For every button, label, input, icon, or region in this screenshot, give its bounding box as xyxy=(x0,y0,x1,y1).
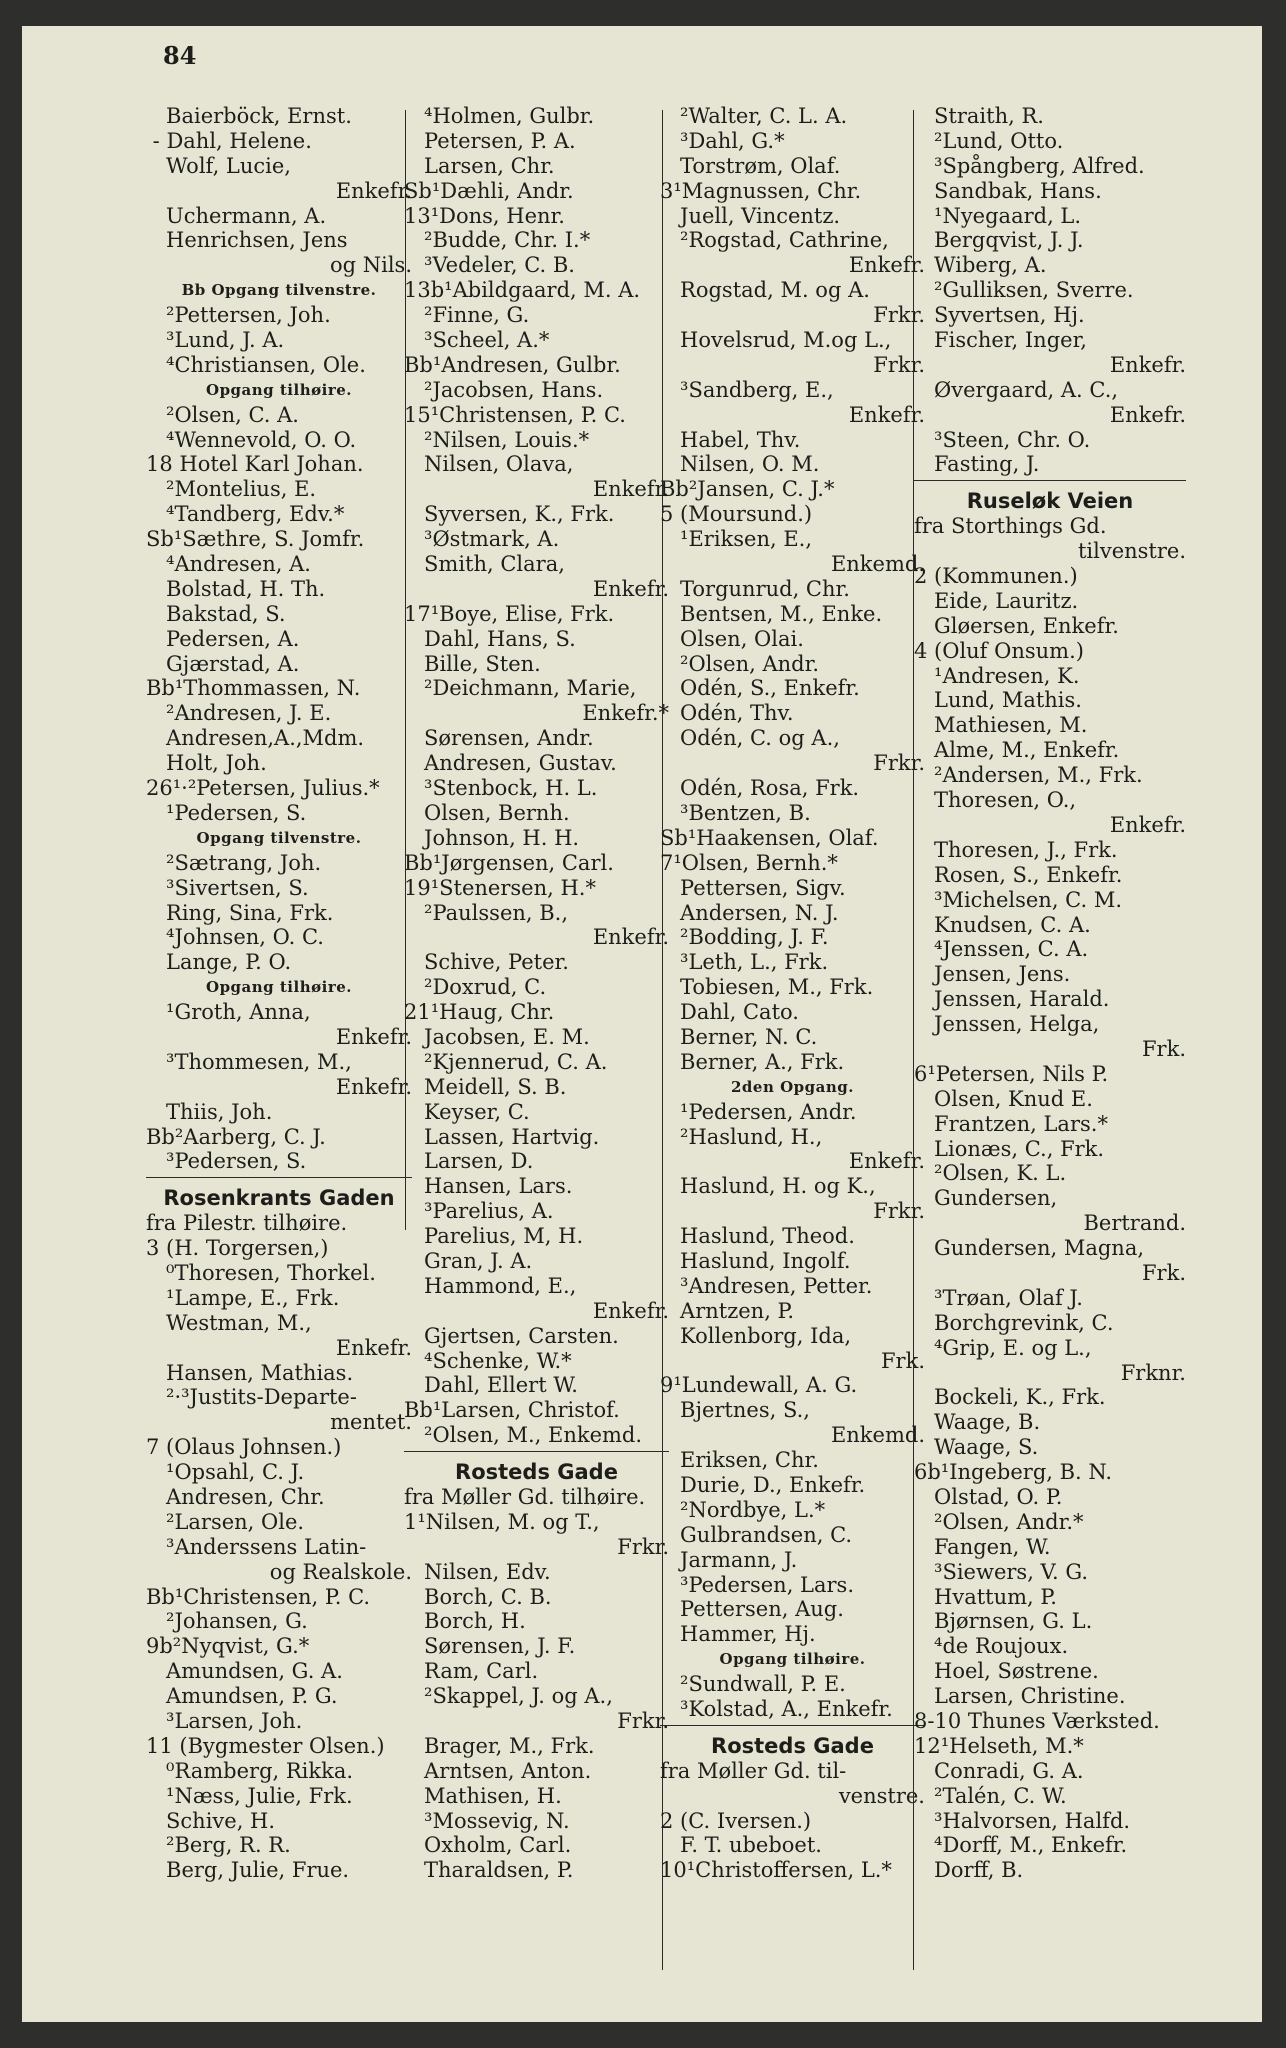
entry-continuation: Enkefr. xyxy=(1109,352,1186,377)
directory-entry: ³Parelius, A. xyxy=(404,1199,554,1224)
section-rule xyxy=(404,1451,669,1452)
entry-continuation: Frkr. xyxy=(873,352,925,377)
directory-entry: Andersen, N. J. xyxy=(660,900,839,925)
directory-entry: Kollenborg, Ida, xyxy=(660,1323,852,1348)
directory-entry: Holt, Joh. xyxy=(146,751,267,776)
directory-entry: ³Anderssens Latin- xyxy=(146,1534,367,1559)
directory-entry: ²Berg, R. R. xyxy=(146,1833,291,1858)
column-4 xyxy=(914,104,1186,1883)
directory-entry: Borch, C. B. xyxy=(404,1584,552,1609)
directory-entry: ²Nilsen, Louis.* xyxy=(404,427,590,452)
directory-entry: ³Bentzen, B. xyxy=(660,800,811,825)
directory-entry: ¹Opsahl, C. J. xyxy=(146,1460,305,1485)
directory-entry: ²Talén, C. W. xyxy=(914,1783,1067,1808)
street-direction: tilvenstre. xyxy=(1077,539,1186,564)
directory-entry: Dorff, B. xyxy=(914,1858,1024,1883)
directory-entry: 15¹Christensen, P. C. xyxy=(404,402,626,427)
directory-entry: Dahl, Ellert W. xyxy=(404,1373,578,1398)
street-heading: Rosteds Gade xyxy=(711,1733,874,1758)
street-direction: venstre. xyxy=(838,1783,925,1808)
directory-entry: Waage, S. xyxy=(914,1435,1039,1460)
directory-entry: ⁴Holmen, Gulbr. xyxy=(404,104,595,128)
directory-entry: ²Bodding, J. F. xyxy=(660,925,829,950)
directory-entry: 3¹Magnussen, Chr. xyxy=(660,178,862,203)
directory-entry: F. T. ubeboet. xyxy=(660,1833,822,1858)
directory-entry: Torgunrud, Chr. xyxy=(660,576,850,601)
directory-entry: Sørensen, Andr. xyxy=(404,726,594,751)
directory-entry: Brager, M., Frk. xyxy=(404,1733,595,1758)
directory-entry: ³Sandberg, E., xyxy=(660,377,834,402)
directory-entry: Odén, S., Enkefr. xyxy=(660,676,860,701)
directory-entry: Gløersen, Enkefr. xyxy=(914,613,1119,638)
directory-entry: ²Olsen, K. L. xyxy=(914,1161,1067,1186)
directory-entry: Syversen, K., Frk. xyxy=(404,502,615,527)
directory-entry: Nilsen, Olava, xyxy=(404,452,574,477)
directory-entry: 13¹Dons, Henr. xyxy=(404,203,565,228)
directory-entry: Bb¹Thommassen, N. xyxy=(146,676,361,701)
directory-entry: Sørensen, J. F. xyxy=(404,1634,576,1659)
directory-entry: Berner, N. C. xyxy=(660,1024,818,1049)
directory-entry: Pedersen, A. xyxy=(146,626,300,651)
directory-entry: ¹Pedersen, Andr. xyxy=(660,1099,857,1124)
directory-entry: ³Vedeler, C. B. xyxy=(404,253,575,278)
entry-continuation: mentet. xyxy=(330,1410,412,1435)
directory-entry: Hoel, Søstrene. xyxy=(914,1659,1099,1684)
directory-entry: Smith, Clara, xyxy=(404,552,565,577)
directory-entry: Gulbrandsen, C. xyxy=(660,1522,853,1547)
entry-continuation: Enkefr. xyxy=(335,1024,412,1049)
directory-entry: 10¹Christoffersen, L.* xyxy=(660,1858,892,1883)
directory-entry: Thiis, Joh. xyxy=(146,1099,273,1124)
directory-entry: ⁴Wennevold, O. O. xyxy=(146,427,357,452)
entry-continuation: Frkr. xyxy=(873,303,925,328)
entry-continuation: Enkefr. xyxy=(848,1149,925,1174)
entry-continuation: Enkefr. xyxy=(592,576,669,601)
entry-continuation: Frkr. xyxy=(873,751,925,776)
directory-entry: 2 (C. Iversen.) xyxy=(660,1808,812,1833)
directory-entry: ²Haslund, H., xyxy=(660,1124,823,1149)
directory-entry: ³Kolstad, A., Enkefr. xyxy=(660,1697,893,1721)
directory-entry: ³Siewers, V. G. xyxy=(914,1559,1089,1584)
directory-entry: Lassen, Hartvig. xyxy=(404,1124,600,1149)
directory-entry: 9¹Lundewall, A. G. xyxy=(660,1373,858,1398)
directory-entry: Lund, Mathis. xyxy=(914,688,1082,713)
directory-entry: 26¹·²Petersen, Julius.* xyxy=(146,776,380,801)
entry-continuation: Frkr. xyxy=(617,1534,669,1559)
directory-entry: fra Storthings Gd. xyxy=(914,514,1107,539)
directory-entry: Ram, Carl. xyxy=(404,1659,539,1684)
directory-entry: 8-10 Thunes Værksted. xyxy=(914,1709,1160,1733)
directory-entry: ²Kjennerud, C. A. xyxy=(404,1049,608,1074)
directory-entry: ¹Nyegaard, L. xyxy=(914,203,1082,228)
directory-entry: ⁴Tandberg, Edv.* xyxy=(146,502,345,527)
directory-entry: ³Stenbock, H. L. xyxy=(404,776,598,801)
directory-entry: Gundersen, xyxy=(914,1186,1058,1211)
directory-entry: Arntsen, Anton. xyxy=(404,1758,592,1783)
directory-entry: Bb¹Christensen, P. C. xyxy=(146,1584,371,1609)
directory-entry: ⁴Schenke, W.* xyxy=(404,1348,572,1373)
stairway-heading: Opgang tilvenstre. xyxy=(196,828,362,847)
page-number: 84 xyxy=(163,41,197,70)
directory-entry: ⁰Thoresen, Thorkel. xyxy=(146,1260,376,1285)
directory-entry: fra Møller Gd. til- xyxy=(660,1758,847,1783)
directory-entry: Mathiesen, M. xyxy=(914,713,1088,738)
directory-entry: Jenssen, Helga, xyxy=(914,1012,1100,1037)
directory-entry: Arntzen, P. xyxy=(660,1298,795,1323)
stairway-heading: Opgang tilhøire. xyxy=(719,1650,866,1669)
directory-entry: Westman, M., xyxy=(146,1310,312,1335)
directory-entry: ³Spångberg, Alfred. xyxy=(914,153,1145,178)
directory-entry: Johnson, H. H. xyxy=(404,825,580,850)
entry-continuation: Enkefr. xyxy=(1109,812,1186,837)
directory-entry: Sandbak, Hans. xyxy=(914,178,1102,203)
directory-entry: Oxholm, Carl. xyxy=(404,1833,572,1858)
directory-entry: 21¹Haug, Chr. xyxy=(404,1000,555,1025)
directory-entry: 13b¹Abildgaard, M. A. xyxy=(404,278,641,303)
directory-entry: Jarmann, J. xyxy=(660,1547,798,1572)
directory-entry: Sb¹Haakensen, Olaf. xyxy=(660,825,879,850)
entry-continuation: Frk. xyxy=(1141,1260,1186,1285)
directory-entry: 12¹Helseth, M.* xyxy=(914,1733,1084,1758)
directory-entry: Petersen, P. A. xyxy=(404,128,576,153)
directory-entry: Bentsen, M., Enke. xyxy=(660,601,883,626)
entry-continuation: Enkefr. xyxy=(848,253,925,278)
directory-entry: Hovelsrud, M.og L., xyxy=(660,328,892,353)
directory-entry: Eriksen, Chr. xyxy=(660,1448,819,1473)
directory-entry: Durie, D., Enkefr. xyxy=(660,1472,866,1497)
directory-entry: Sb¹Dæhli, Andr. xyxy=(404,178,574,203)
directory-entry: Habel, Thv. xyxy=(660,427,801,452)
entry-continuation: Enkefr.* xyxy=(582,701,669,726)
entry-continuation: Frk. xyxy=(880,1348,925,1373)
directory-entry: fra Møller Gd. tilhøire. xyxy=(404,1484,646,1509)
directory-entry: Meidell, S. B. xyxy=(404,1074,567,1099)
directory-entry: Lange, P. O. xyxy=(146,950,292,975)
section-rule xyxy=(914,480,1186,481)
directory-entry: 6¹Petersen, Nils P. xyxy=(914,1061,1109,1086)
directory-entry: 6b¹Ingeberg, B. N. xyxy=(914,1460,1113,1485)
section-rule xyxy=(146,1177,412,1178)
entry-continuation: og Nils. xyxy=(329,253,412,278)
directory-entry: ²Andersen, M., Frk. xyxy=(914,763,1143,788)
entry-continuation: Frk. xyxy=(1141,1036,1186,1061)
directory-entry: ²Nordbye, L.* xyxy=(660,1497,826,1522)
directory-entry: Rogstad, M. og A. xyxy=(660,278,870,303)
stairway-heading: Opgang tilhøire. xyxy=(206,380,352,399)
directory-entry: ³Pedersen, Lars. xyxy=(660,1572,855,1597)
directory-entry: Hvattum, P. xyxy=(914,1584,1057,1609)
entry-continuation: Enkefr. xyxy=(335,178,412,203)
directory-entry: Waage, B. xyxy=(914,1410,1041,1435)
directory-entry: ²Doxrud, C. xyxy=(404,975,547,1000)
entry-continuation: Enkefr. xyxy=(592,925,669,950)
directory-entry: Syvertsen, Hj. xyxy=(914,303,1085,328)
directory-entry: Wolf, Lucie, xyxy=(146,153,291,178)
entry-continuation: Frkr. xyxy=(617,1709,669,1733)
directory-entry: Andresen, Gustav. xyxy=(404,751,617,776)
entry-continuation: Frknr. xyxy=(1120,1360,1186,1385)
section-rule xyxy=(660,1725,925,1726)
directory-entry: 7¹Olsen, Bernh.* xyxy=(660,850,838,875)
directory-entry: ⁰Ramberg, Rikka. xyxy=(146,1758,354,1783)
directory-entry: ²Budde, Chr. I.* xyxy=(404,228,591,253)
directory-entry: Bolstad, H. Th. xyxy=(146,576,326,601)
directory-entry: Fischer, Inger, xyxy=(914,328,1087,353)
directory-entry: Bb¹Andresen, Gulbr. xyxy=(404,352,621,377)
directory-entry: Fasting, J. xyxy=(914,452,1040,477)
directory-entry: ²Jacobsen, Hans. xyxy=(404,377,604,402)
directory-entry: Odén, Rosa, Frk. xyxy=(660,776,860,801)
directory-entry: 18 Hotel Karl Johan. xyxy=(146,452,364,477)
directory-entry: Berg, Julie, Frue. xyxy=(146,1858,350,1883)
directory-entry: ³Andresen, Petter. xyxy=(660,1273,873,1298)
directory-entry: ⁴Andresen, A. xyxy=(146,552,311,577)
directory-entry: Gundersen, Magna, xyxy=(914,1236,1145,1261)
directory-entry: Bille, Sten. xyxy=(404,651,541,676)
directory-entry: Schive, Peter. xyxy=(404,950,569,975)
directory-entry: Larsen, Christine. xyxy=(914,1684,1126,1709)
directory-entry: ²Gulliksen, Sverre. xyxy=(914,278,1134,303)
directory-entry: Gjærstad, A. xyxy=(146,651,300,676)
directory-entry: Olstad, O. P. xyxy=(914,1484,1063,1509)
directory-entry: ¹Pedersen, S. xyxy=(146,800,307,825)
directory-entry: Larsen, Chr. xyxy=(404,153,555,178)
directory-entry: Jenssen, Harald. xyxy=(914,987,1110,1012)
directory-entry: ³Sivertsen, S. xyxy=(146,875,309,900)
stairway-heading: Opgang tilhøire. xyxy=(206,978,352,997)
directory-entry: ²Deichmann, Marie, xyxy=(404,676,637,701)
directory-page xyxy=(22,26,1262,2022)
directory-entry: Olsen, Knud E. xyxy=(914,1086,1093,1111)
directory-entry: Berner, A., Frk. xyxy=(660,1049,845,1074)
directory-entry: ²Olsen, M., Enkemd. xyxy=(404,1423,643,1448)
directory-entry: Bjertnes, S., xyxy=(660,1398,810,1423)
directory-entry: Rosen, S., Enkefr. xyxy=(914,862,1123,887)
directory-entry: Knudsen, C. A. xyxy=(914,912,1091,937)
entry-continuation: og Realskole. xyxy=(269,1559,412,1584)
directory-entry: Bb¹Larsen, Christof. xyxy=(404,1398,620,1423)
directory-entry: ²Olsen, C. A. xyxy=(146,402,299,427)
directory-entry: ²Andresen, J. E. xyxy=(146,701,332,726)
entry-continuation: Enkefr. xyxy=(592,1298,669,1323)
directory-entry: Bb²Aarberg, C. J. xyxy=(146,1124,326,1149)
directory-entry: Bb²Jansen, C. J.* xyxy=(660,477,835,502)
directory-entry: ⁴Grip, E. og L., xyxy=(914,1335,1092,1360)
directory-entry: ²Lund, Otto. xyxy=(914,128,1064,153)
directory-entry: ²Skappel, J. og A., xyxy=(404,1684,613,1709)
street-heading: Rosenkrants Gaden xyxy=(163,1186,395,1211)
directory-entry: Andresen,A.,Mdm. xyxy=(146,726,365,751)
directory-entry: Alme, M., Enkefr. xyxy=(914,738,1120,763)
directory-entry: Parelius, M, H. xyxy=(404,1224,584,1249)
directory-entry: ²Larsen, Ole. xyxy=(146,1509,305,1534)
directory-entry: Hammer, Hj. xyxy=(660,1622,816,1647)
directory-entry: Amundsen, P. G. xyxy=(146,1684,338,1709)
entry-continuation: Enkefr. xyxy=(335,1335,412,1360)
directory-entry: ³Thommesen, M., xyxy=(146,1049,352,1074)
directory-entry: Gjertsen, Carsten. xyxy=(404,1323,619,1348)
directory-entry: Olsen, Bernh. xyxy=(404,800,570,825)
directory-entry: Lionæs, C., Frk. xyxy=(914,1136,1105,1161)
directory-entry: Thoresen, J., Frk. xyxy=(914,837,1118,862)
directory-entry: Nilsen, Edv. xyxy=(404,1559,551,1584)
directory-entry: 2 (Kommunen.) xyxy=(914,564,1078,589)
directory-entry: Dahl, Cato. xyxy=(660,1000,799,1025)
directory-entry: Schive, H. xyxy=(146,1808,276,1833)
stairway-heading: Bb Opgang tilvenstre. xyxy=(181,281,377,300)
directory-entry: Øvergaard, A. C., xyxy=(914,377,1119,402)
directory-entry: Pettersen, Sigv. xyxy=(660,875,846,900)
directory-entry: 4 (Oluf Onsum.) xyxy=(914,638,1084,663)
column-2 xyxy=(404,104,669,1883)
directory-entry: Bjørnsen, G. L. xyxy=(914,1609,1093,1634)
directory-entry: ⁴Christiansen, Ole. xyxy=(146,352,366,377)
directory-entry: Mathisen, H. xyxy=(404,1783,562,1808)
street-heading: Ruseløk Veien xyxy=(966,489,1134,514)
directory-entry: ³Scheel, A.* xyxy=(404,328,550,353)
entry-continuation: Enkefr. xyxy=(848,402,925,427)
directory-entry: - Dahl, Helene. xyxy=(146,128,312,153)
directory-entry: Uchermann, A. xyxy=(146,203,327,228)
entry-continuation: Enkemd. xyxy=(830,1423,925,1448)
directory-entry: ²Pettersen, Joh. xyxy=(146,303,331,328)
directory-entry: ²Sætrang, Joh. xyxy=(146,850,322,875)
directory-entry: Jacobsen, E. M. xyxy=(404,1024,590,1049)
street-heading: Rosteds Gade xyxy=(455,1460,618,1485)
directory-entry: ²Sundwall, P. E. xyxy=(660,1672,846,1697)
directory-entry: Hansen, Lars. xyxy=(404,1174,573,1199)
directory-entry: ²Olsen, Andr.* xyxy=(914,1509,1084,1534)
directory-entry: Haslund, Ingolf. xyxy=(660,1248,851,1273)
directory-entry: Juell, Vincentz. xyxy=(660,203,841,228)
entry-continuation: Enkefr. xyxy=(592,477,669,502)
directory-entry: ³Pedersen, S. xyxy=(146,1149,307,1174)
directory-entry: ²Olsen, Andr. xyxy=(660,651,819,676)
directory-entry: Thoresen, O., xyxy=(914,788,1077,813)
directory-entry: 5 (Moursund.) xyxy=(660,502,813,527)
directory-entry: Bockeli, K., Frk. xyxy=(914,1385,1106,1410)
directory-entry: ²·³Justits-Departe- xyxy=(146,1385,357,1410)
directory-entry: ²Rogstad, Cathrine, xyxy=(660,228,889,253)
directory-entry: Borchgrevink, C. xyxy=(914,1310,1114,1335)
directory-entry: ³Trøan, Olaf J. xyxy=(914,1285,1083,1310)
directory-entry: ³Lund, J. A. xyxy=(146,328,285,353)
directory-entry: Andresen, Chr. xyxy=(146,1484,325,1509)
directory-entry: Haslund, Theod. xyxy=(660,1224,855,1249)
directory-entry: Bakstad, S. xyxy=(146,601,286,626)
directory-entry: ¹Eriksen, E., xyxy=(660,527,813,552)
directory-entry: 9b²Nyqvist, G.* xyxy=(146,1634,310,1659)
directory-entry: ³Steen, Chr. O. xyxy=(914,427,1091,452)
directory-entry: ¹Næss, Julie, Frk. xyxy=(146,1783,353,1808)
directory-entry: ⁴Jenssen, C. A. xyxy=(914,937,1089,962)
directory-entry: Tharaldsen, P. xyxy=(404,1858,574,1883)
directory-entry: Henrichsen, Jens xyxy=(146,228,348,253)
directory-entry: Haslund, H. og K., xyxy=(660,1174,876,1199)
directory-entry: Dahl, Hans, S. xyxy=(404,626,576,651)
directory-entry: Sb¹Sæthre, S. Jomfr. xyxy=(146,527,365,552)
directory-entry: Borch, H. xyxy=(404,1609,526,1634)
directory-entry: ²Finne, G. xyxy=(404,303,530,328)
directory-entry: ³Leth, L., Frk. xyxy=(660,950,829,975)
entry-continuation: Frkr. xyxy=(873,1199,925,1224)
directory-entry: ²Paulssen, B., xyxy=(404,900,569,925)
directory-entry: 3 (H. Torgersen,) xyxy=(146,1236,329,1261)
directory-entry: ³Dahl, G.* xyxy=(660,128,785,153)
directory-entry: ⁴Dorff, M., Enkefr. xyxy=(914,1833,1128,1858)
directory-entry: Amundsen, G. A. xyxy=(146,1659,343,1684)
directory-entry: Torstrøm, Olaf. xyxy=(660,153,841,178)
directory-entry: 17¹Boye, Elise, Frk. xyxy=(404,601,615,626)
directory-entry: Jensen, Jens. xyxy=(914,962,1071,987)
directory-entry: 19¹Stenersen, H.* xyxy=(404,875,596,900)
directory-entry: Eide, Lauritz. xyxy=(914,588,1079,613)
directory-entry: Gran, J. A. xyxy=(404,1248,533,1273)
directory-entry: Nilsen, O. M. xyxy=(660,452,820,477)
directory-entry: ¹Groth, Anna, xyxy=(146,1000,311,1025)
entry-continuation: Bertrand. xyxy=(1083,1211,1186,1236)
directory-entry: Bb¹Jørgensen, Carl. xyxy=(404,850,614,875)
directory-entry: ³Mossevig, N. xyxy=(404,1808,570,1833)
directory-entry: ³Østmark, A. xyxy=(404,527,560,552)
directory-entry: Ring, Sina, Frk. xyxy=(146,900,334,925)
directory-entry: ⁴Johnsen, O. C. xyxy=(146,925,324,950)
directory-entry: Larsen, D. xyxy=(404,1149,534,1174)
directory-entry: Straith, R. xyxy=(914,104,1044,128)
entry-continuation: Enkemd. xyxy=(830,552,925,577)
directory-entry: Frantzen, Lars.* xyxy=(914,1111,1108,1136)
entry-continuation: Enkefr. xyxy=(335,1074,412,1099)
directory-entry: ³Michelsen, C. M. xyxy=(914,887,1123,912)
directory-entry: 1¹Nilsen, M. og T., xyxy=(404,1509,600,1534)
directory-entry: ⁴de Roujoux. xyxy=(914,1634,1069,1659)
directory-entry: Keyser, C. xyxy=(404,1099,530,1124)
directory-entry: Wiberg, A. xyxy=(914,253,1047,278)
directory-entry: Hansen, Mathias. xyxy=(146,1360,354,1385)
directory-entry: ²Johansen, G. xyxy=(146,1609,308,1634)
directory-entry: Odén, Thv. xyxy=(660,701,794,726)
directory-entry: ²Walter, C. L. A. xyxy=(660,104,848,128)
directory-entry: 7 (Olaus Johnsen.) xyxy=(146,1435,342,1460)
directory-entry: Baierböck, Ernst. xyxy=(146,104,352,128)
entry-continuation: Enkefr. xyxy=(1109,402,1186,427)
column-1 xyxy=(146,104,412,1883)
directory-entry: ¹Andresen, K. xyxy=(914,663,1080,688)
directory-entry: Odén, C. og A., xyxy=(660,726,840,751)
directory-entry: ³Larsen, Joh. xyxy=(146,1709,303,1733)
directory-entry: Tobiesen, M., Frk. xyxy=(660,975,874,1000)
directory-entry: Conradi, G. A. xyxy=(914,1758,1084,1783)
directory-entry: Pettersen, Aug. xyxy=(660,1597,844,1622)
column-3 xyxy=(660,104,925,1883)
directory-entry: fra Pilestr. tilhøire. xyxy=(146,1211,348,1236)
directory-entry: ¹Lampe, E., Frk. xyxy=(146,1285,340,1310)
directory-entry: Olsen, Olai. xyxy=(660,626,804,651)
directory-entry: Bergqvist, J. J. xyxy=(914,228,1084,253)
directory-entry: Hammond, E., xyxy=(404,1273,577,1298)
directory-entry: ²Montelius, E. xyxy=(146,477,317,502)
directory-entry: Fangen, W. xyxy=(914,1534,1051,1559)
stairway-heading: 2den Opgang. xyxy=(731,1077,854,1096)
directory-entry: 11 (Bygmester Olsen.) xyxy=(146,1733,385,1758)
directory-entry: ³Halvorsen, Halfd. xyxy=(914,1808,1131,1833)
